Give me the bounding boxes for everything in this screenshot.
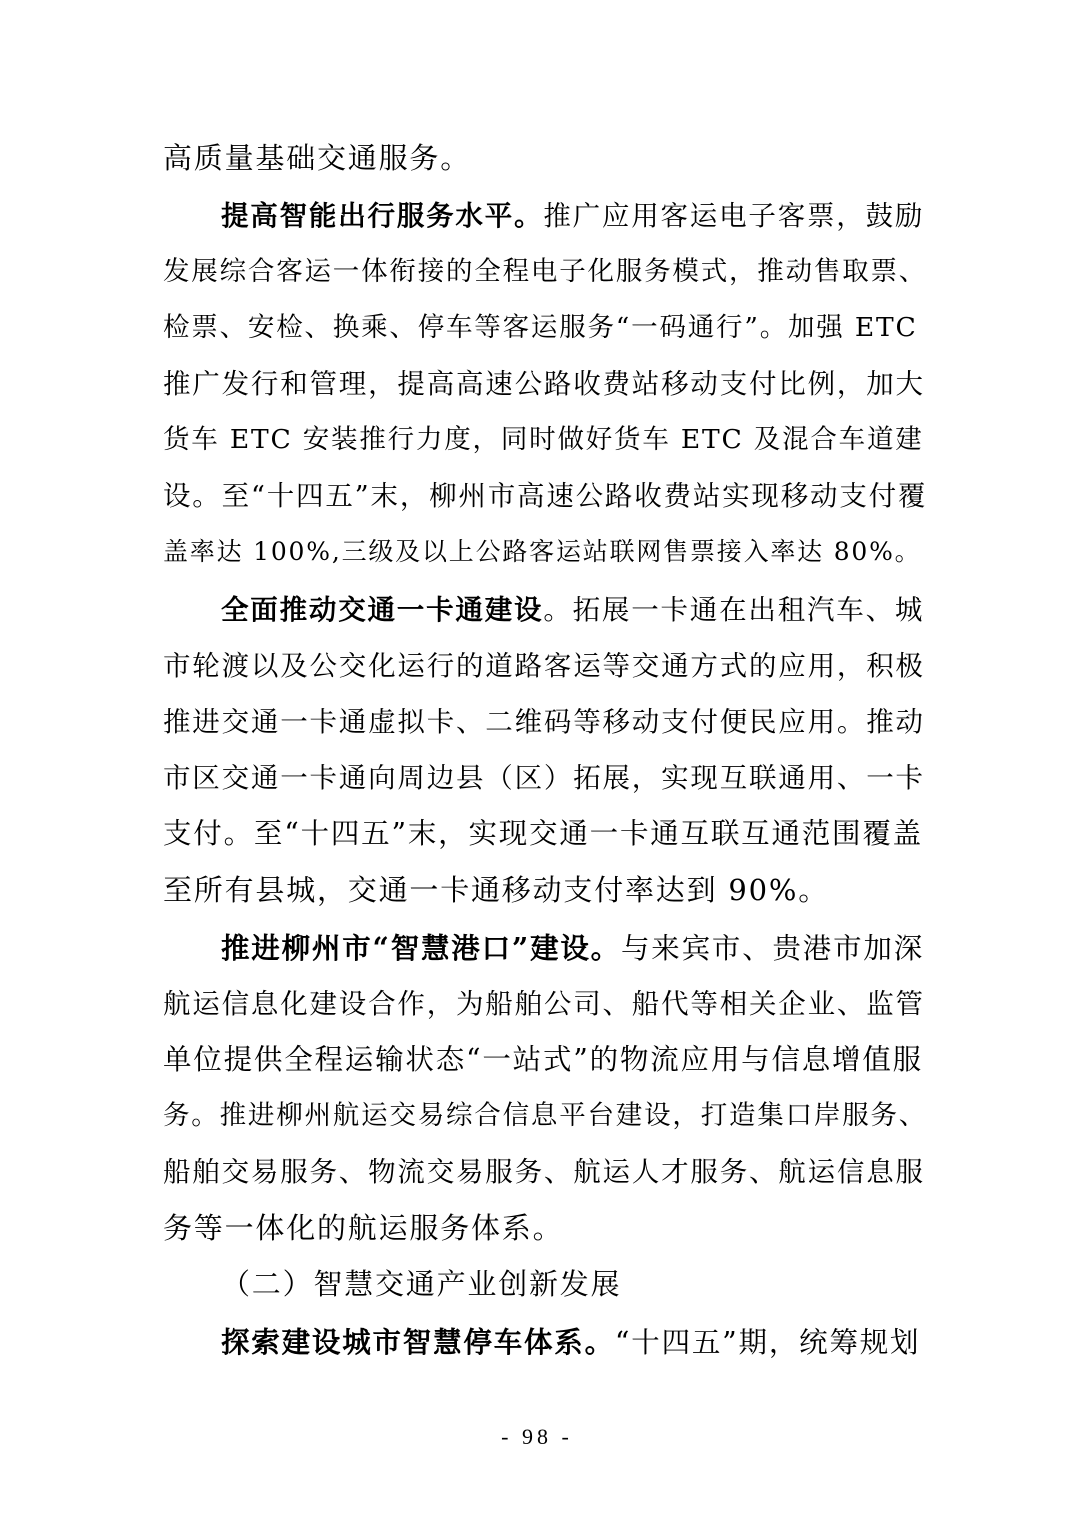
body-text: 务等一体化的航运服务体系。 xyxy=(163,1211,564,1245)
body-text: 设。至“十四五”末，柳州市高速公路收费站实现移动支付覆 xyxy=(163,480,928,512)
paragraph-heading: 推进柳州市“智慧港口”建设。 xyxy=(221,931,621,965)
body-text: 货车 ETC 安装推行力度，同时做好货车 ETC 及混合车道建 xyxy=(163,424,924,455)
page-number: - 98 - xyxy=(501,1424,573,1449)
body-text: 至所有县城，交通一卡通移动支付率达到 90%。 xyxy=(163,873,830,907)
body-text: “十四五”期，统筹规划 xyxy=(614,1326,921,1359)
paragraph-line xyxy=(163,254,927,290)
paragraph-line xyxy=(163,816,923,852)
body-text: 推进交通一卡通虚拟卡、二维码等移动支付便民应用。推动 xyxy=(163,706,925,738)
body-text: 盖率达 100%,三级及以上公路客运站联网售票接入率达 80%。 xyxy=(163,537,922,566)
paragraph-line xyxy=(163,140,471,176)
section-heading-text: （二）智慧交通产业创新发展 xyxy=(221,1267,622,1301)
paragraph-line xyxy=(221,592,924,628)
paragraph-line xyxy=(163,1042,923,1078)
paragraph-heading: 全面推动交通一卡通建设 xyxy=(221,594,544,626)
paragraph-line xyxy=(163,1154,925,1190)
body-text: 推广发行和管理，提高高速公路收费站移动支付比例，加大 xyxy=(163,368,925,400)
paragraph-line xyxy=(163,704,925,740)
paragraph-line xyxy=(163,648,925,684)
paragraph-line xyxy=(163,986,925,1022)
body-text: 市区交通一卡通向周边县（区）拓展，实现互联通用、一卡 xyxy=(163,762,925,794)
paragraph-heading: 提高智能出行服务水平。 xyxy=(221,200,544,232)
body-text: 市轮渡以及公交化运行的道路客运等交通方式的应用，积极 xyxy=(163,650,925,682)
body-text: 发展综合客运一体衔接的全程电子化服务模式，推动售取票、 xyxy=(163,256,928,287)
body-text: 务。推进柳州航运交易综合信息平台建设，打造集口岸服务、 xyxy=(163,1100,928,1131)
paragraph-line xyxy=(163,422,924,458)
body-text: 单位提供全程运输状态“一站式”的物流应用与信息增值服 xyxy=(163,1043,923,1076)
paragraph-line xyxy=(163,366,925,402)
paragraph-line xyxy=(163,1098,927,1134)
paragraph-line xyxy=(221,1324,920,1361)
body-text: 支付。至“十四五”末，实现交通一卡通互联互通范围覆盖 xyxy=(163,817,923,850)
paragraph-line xyxy=(163,478,927,514)
body-text: 检票、安检、换乘、停车等客运服务“一码通行”。加强 ETC xyxy=(163,312,918,343)
body-text: 航运信息化建设合作，为船舶公司、船代等相关企业、监管 xyxy=(163,988,925,1020)
paragraph-line xyxy=(163,1210,563,1246)
paragraph-line xyxy=(221,198,924,234)
body-text: 。拓展一卡通在出租汽车、城 xyxy=(543,594,925,626)
body-text: 与来宾市、贵港市加深 xyxy=(621,932,925,965)
section-heading xyxy=(221,1266,621,1302)
paragraph-heading: 探索建设城市智慧停车体系。 xyxy=(221,1325,615,1359)
paragraph-line xyxy=(163,760,925,796)
body-text: 船舶交易服务、物流交易服务、航运人才服务、航运信息服 xyxy=(163,1156,925,1188)
body-text: 推广应用客运电子客票，鼓励 xyxy=(543,200,925,232)
body-text: 高质量基础交通服务。 xyxy=(163,141,472,175)
paragraph-line xyxy=(163,310,918,346)
paragraph-line xyxy=(221,930,924,967)
paragraph-line xyxy=(163,534,921,570)
paragraph-line xyxy=(163,872,829,908)
